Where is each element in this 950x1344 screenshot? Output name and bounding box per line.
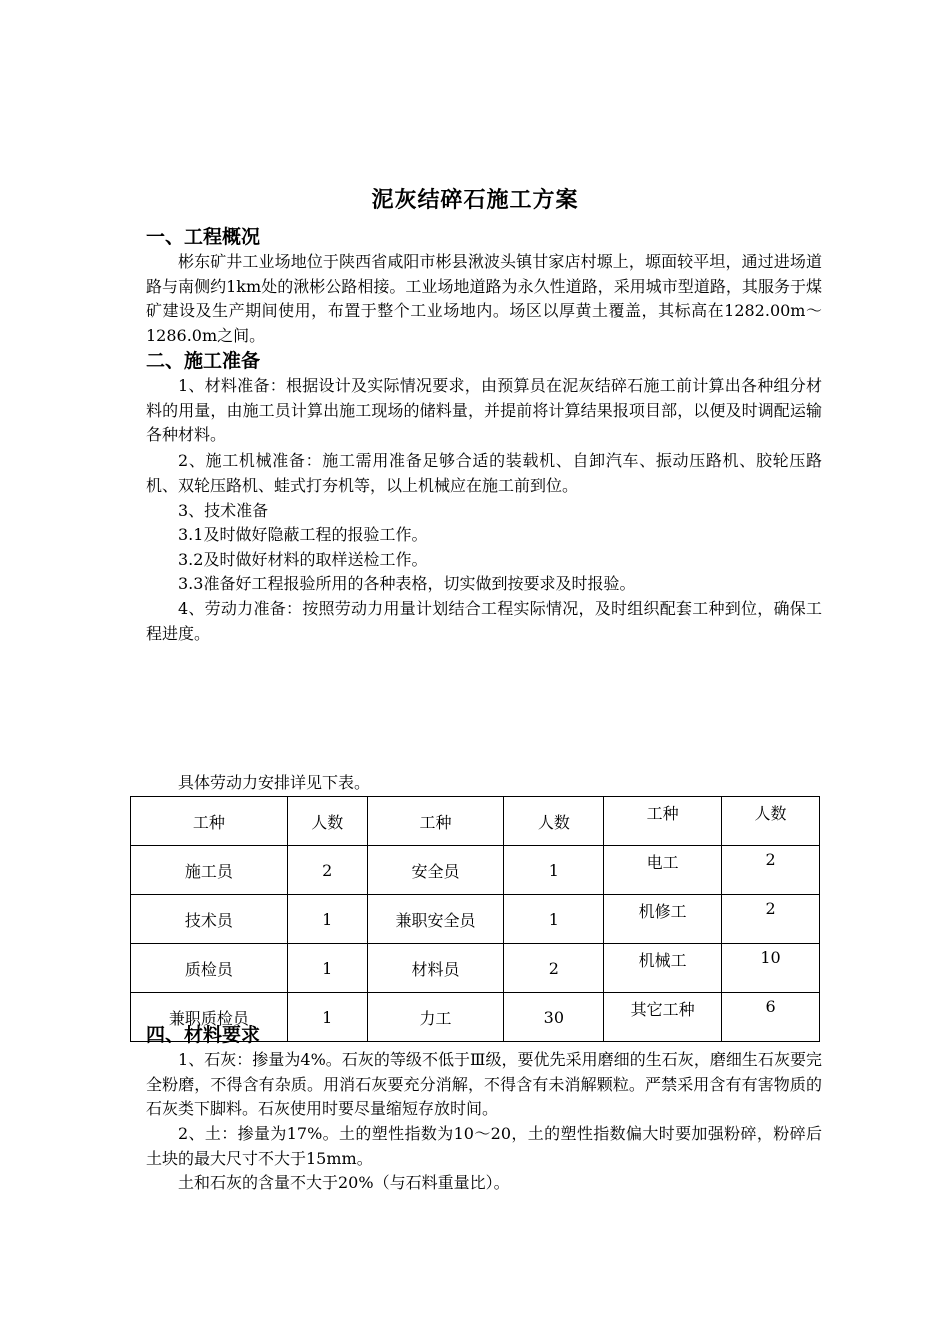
- material-item-soil: 2、土：掺量为17%。土的塑性指数为10～20，土的塑性指数偏大时要加强粉碎，粉碎后土块的最大尺寸不大于15mm。: [146, 1124, 822, 1168]
- prep-item-technical: 3、技术准备: [178, 501, 269, 520]
- prep-item-machinery: 2、施工机械准备：施工需用准备足够合适的装载机、自卸汽车、振动压路机、胶轮压路机、双轮压路机、蛙式打夯机等，以上机械应在施工前到位。: [146, 451, 822, 495]
- prep-item-technical-1: 3.1及时做好隐蔽工程的报验工作。: [178, 525, 428, 544]
- document-title: 泥灰结碎石施工方案: [371, 187, 579, 213]
- table-cell: 1: [504, 895, 604, 944]
- table-cell: 电工: [604, 846, 722, 895]
- table-cell: 30: [504, 993, 604, 1042]
- prep-item-technical-2: 3.2及时做好材料的取样送检工作。: [178, 550, 428, 569]
- section-heading-overview: 一、工程概况: [146, 226, 261, 248]
- material-item-ratio: 土和石灰的含量不大于20%（与石料重量比）。: [178, 1173, 510, 1192]
- table-cell: 2: [287, 846, 367, 895]
- prep-item-materials: 1、材料准备：根据设计及实际情况要求，由预算员在泥灰结碎石施工前计算出各种组分材料的用量，由施工员计算出施工现场的储料量，并提前将计算结果报项目部，以便及时调配运输各种材料。: [146, 376, 822, 444]
- labor-table: [130, 796, 820, 1042]
- table-cell: 6: [722, 993, 820, 1042]
- table-cell: 材料员: [367, 944, 504, 993]
- header-cell: 人数: [504, 797, 604, 846]
- header-cell: 人数: [722, 797, 820, 846]
- prep-item-technical-3: 3.3准备好工程报验所用的各种表格，切实做到按要求及时报验。: [178, 574, 636, 593]
- table-cell: 力工: [367, 993, 504, 1042]
- prep-item-labor: 4、劳动力准备：按照劳动力用量计划结合工程实际情况，及时组织配套工种到位，确保工程进度。: [146, 599, 822, 643]
- table-cell: 施工员: [131, 846, 288, 895]
- table-header-row: [131, 797, 820, 846]
- table-cell: 兼职安全员: [367, 895, 504, 944]
- table-cell: 2: [722, 895, 820, 944]
- table-cell: 2: [722, 846, 820, 895]
- table-cell: 质检员: [131, 944, 288, 993]
- overview-paragraph: 彬东矿井工业场地位于陕西省咸阳市彬县湫波头镇甘家店村塬上，塬面较平坦，通过进场道路与南侧约1km处的湫彬公路相接。工业场地道路为永久性道路，采用城市型道路，其服务于煤矿建设及生产期间使用，布置于整个工业场地内。场区以厚黄土覆盖，其标高在1282.00m～1286.0m之间。: [146, 252, 822, 345]
- table-cell: 技术员: [131, 895, 288, 944]
- table-cell: 机修工: [604, 895, 722, 944]
- table-cell: 安全员: [367, 846, 504, 895]
- table-intro: 具体劳动力安排详见下表。: [178, 773, 371, 792]
- table-row: [131, 895, 820, 944]
- table-cell: 1: [287, 895, 367, 944]
- table-row: [131, 944, 820, 993]
- table-cell: 1: [287, 993, 367, 1042]
- table-cell: 其它工种: [604, 993, 722, 1042]
- section-heading-preparation: 二、施工准备: [146, 350, 261, 372]
- table-cell: 兼职质检员: [131, 993, 288, 1042]
- header-cell: 人数: [287, 797, 367, 846]
- table-cell: 1: [287, 944, 367, 993]
- table-cell: 1: [504, 846, 604, 895]
- table-cell: 2: [504, 944, 604, 993]
- table-cell: 10: [722, 944, 820, 993]
- header-cell: 工种: [131, 797, 288, 846]
- header-cell: 工种: [367, 797, 504, 846]
- section-heading-materials: 四、材料要求: [146, 1024, 261, 1046]
- material-item-lime: 1、石灰：掺量为4%。石灰的等级不低于Ⅲ级，要优先采用磨细的生石灰，磨细生石灰要完全粉磨，不得含有杂质。用消石灰要充分消解，不得含有未消解颗粒。严禁采用含有有害物质的石灰类下脚料。石灰使用时要尽量缩短存放时间。: [146, 1050, 822, 1118]
- table-cell: 机械工: [604, 944, 722, 993]
- table-row: [131, 846, 820, 895]
- header-cell: 工种: [604, 797, 722, 846]
